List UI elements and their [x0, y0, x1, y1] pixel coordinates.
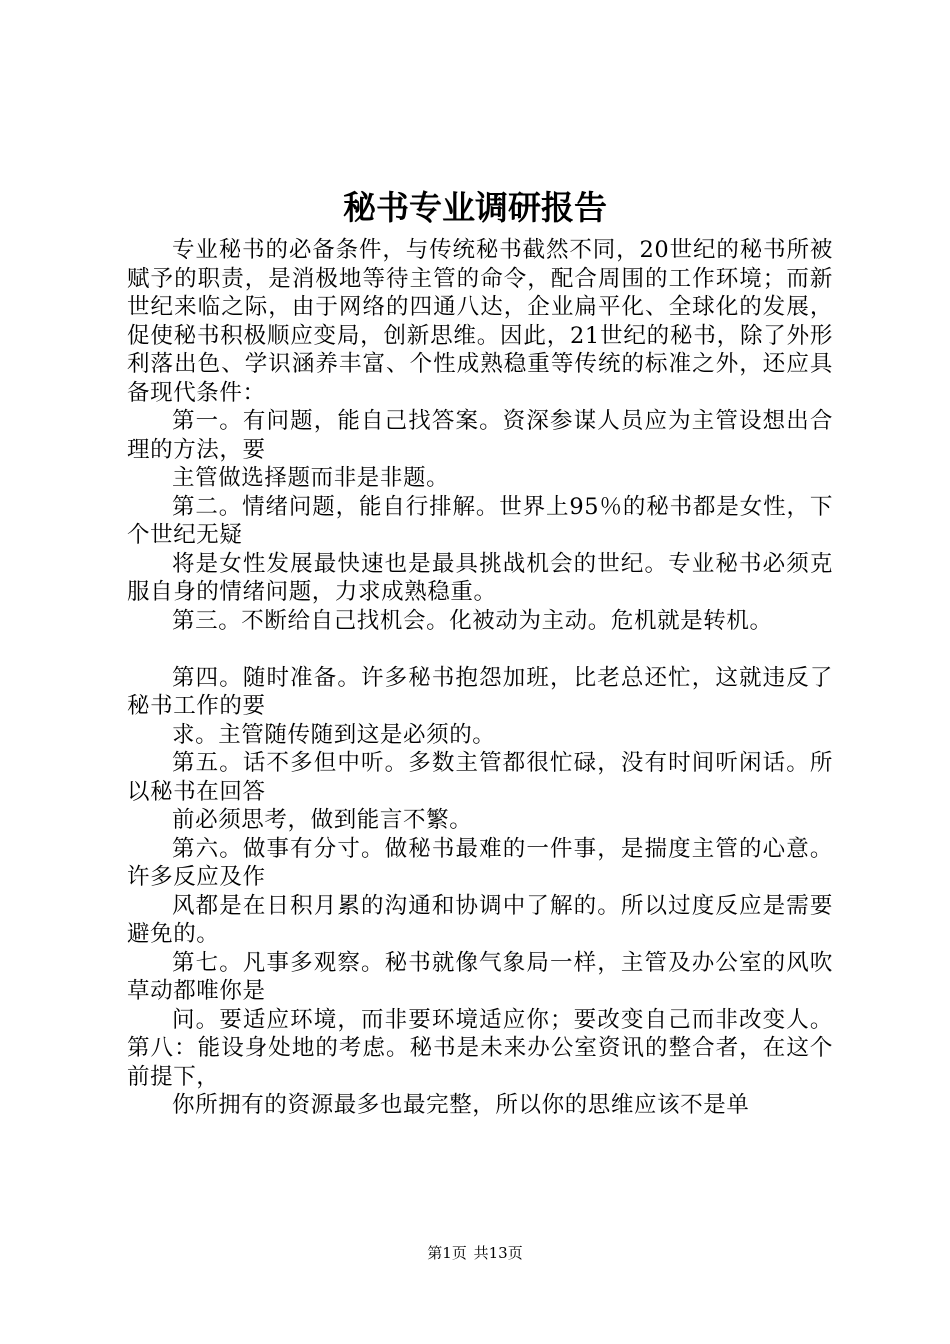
paragraph-point-7: 第七。凡事多观察。秘书就像气象局一样，主管及办公室的风吹草动都唯你是: [127, 949, 833, 1004]
page-total: 共13页: [473, 1244, 523, 1262]
page-number: 第1页: [427, 1244, 467, 1262]
paragraph-point-1-cont: 主管做选择题而非是非题。: [172, 465, 450, 491]
paragraph-point-5-cont: 前必须思考，做到能言不繁。: [172, 807, 473, 833]
blank-line: [127, 635, 833, 664]
paragraph-point-1: 第一。有问题，能自己找答案。资深参谋人员应为主管设想出合理的方法，要: [127, 408, 833, 463]
paragraph-intro: 专业秘书的必备条件，与传统秘书截然不同，20世纪的秘书所被赋予的职责，是消极地等待主管的命令，配合周围的工作环境；而新世纪来临之际，由于网络的四通八达，企业扁平化、全球化的发展，促使秘书积极顺应变局，创新思维。因此，21世纪的秘书，除了外形利落出色、学识涵养丰富、个性成熟稳重等传统的标准之外，还应具备现代条件：: [127, 237, 833, 406]
paragraph-point-8-cont: 你所拥有的资源最多也最完整，所以你的思维应该不是单: [172, 1092, 750, 1118]
paragraph-point-4: 第四。随时准备。许多秘书抱怨加班，比老总还忙，这就违反了秘书工作的要: [127, 664, 833, 719]
paragraph-point-3: 第三。不断给自己找机会。化被动为主动。危机就是转机。: [172, 607, 773, 634]
document-body: [127, 236, 833, 1120]
paragraph-point-5: 第五。话不多但中听。多数主管都很忙碌，没有时间听闲话。所以秘书在回答: [127, 750, 833, 805]
paragraph-point-2: 第二。情绪问题，能自行排解。世界上95％的秘书都是女性，下个世纪无疑: [127, 493, 833, 548]
paragraph-point-6: 第六。做事有分寸。做秘书最难的一件事，是揣度主管的心意。许多反应及作: [127, 835, 833, 890]
paragraph-point-6-cont: 风都是在日积月累的沟通和协调中了解的。所以过度反应是需要避免的。: [127, 892, 833, 947]
paragraph-point-7-cont: 问。要适应环境，而非要环境适应你；要改变自己而非改变人。第八：能设身处地的考虑。秘书是未来办公室资讯的整合者，在这个前提下，: [127, 1006, 833, 1090]
document-title: 秘书专业调研报告: [343, 188, 607, 227]
page-footer: [0, 1243, 950, 1263]
paragraph-point-2-cont: 将是女性发展最快速也是最具挑战机会的世纪。专业秘书必须克服自身的情绪问题，力求成熟稳重。: [127, 550, 833, 605]
paragraph-point-4-cont: 求。主管随传随到这是必须的。: [172, 721, 496, 748]
